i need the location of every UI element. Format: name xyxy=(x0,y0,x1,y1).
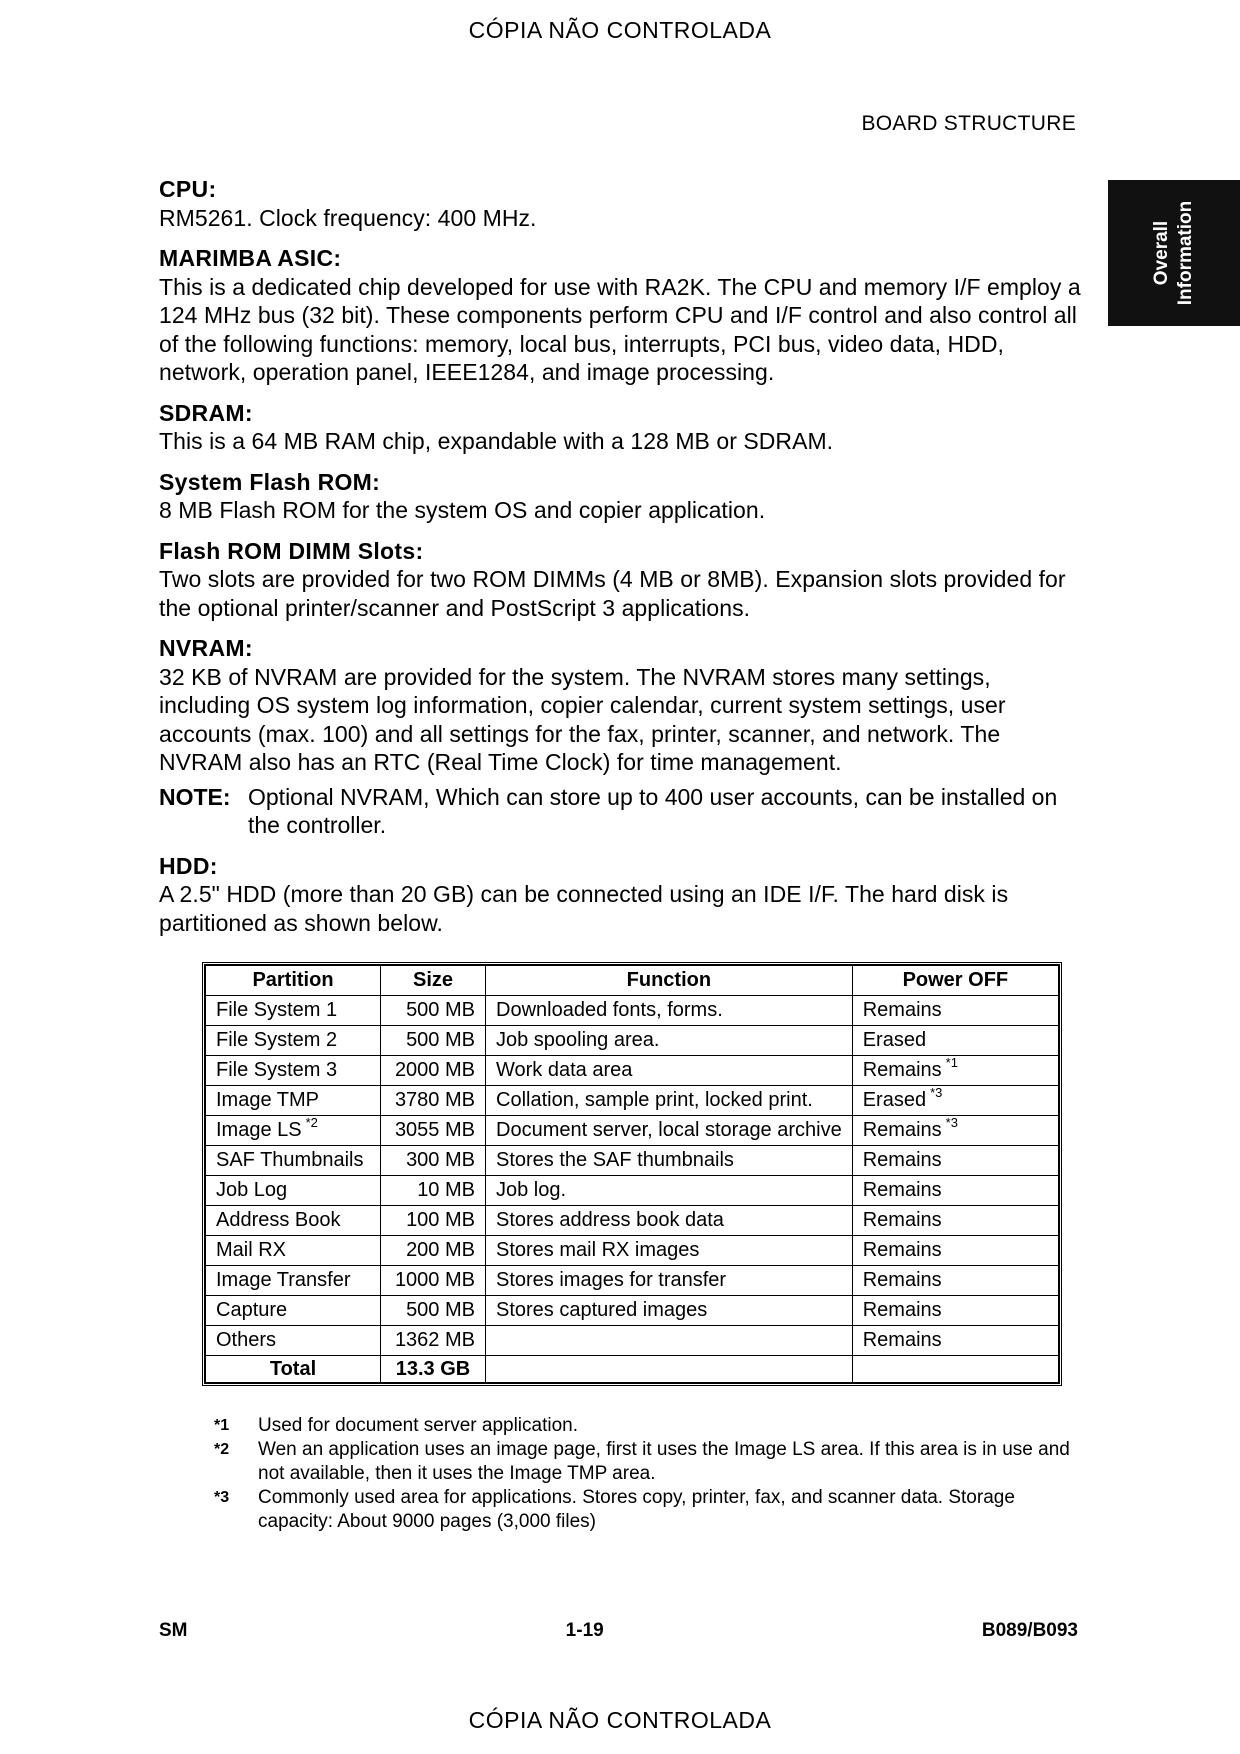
section-cpu xyxy=(159,175,1084,232)
cell-power-off: Remains xyxy=(852,1206,1058,1236)
cell-partition: Address Book xyxy=(206,1206,381,1236)
header-size: Size xyxy=(381,966,486,996)
cell-partition: Image TMP xyxy=(206,1086,381,1116)
footnote-ref: *1 xyxy=(945,1055,958,1070)
footer-manual-code: SM xyxy=(159,1620,188,1641)
cell-size: 500 MB xyxy=(381,1026,486,1056)
footnote-ref: *3 xyxy=(930,1085,943,1100)
table-row xyxy=(206,1266,1059,1296)
footnote-ref: *2 xyxy=(305,1115,318,1130)
cell-partition: File System 3 xyxy=(206,1056,381,1086)
table-row xyxy=(206,1176,1059,1206)
cell-function: Job log. xyxy=(486,1176,853,1206)
footnotes xyxy=(214,1414,1094,1534)
table-row xyxy=(206,1086,1059,1116)
header-partition: Partition xyxy=(206,966,381,996)
cell-function: Stores captured images xyxy=(486,1296,853,1326)
section-body: This is a 64 MB RAM chip, expandable with a 128 MB or SDRAM. xyxy=(159,428,834,454)
partition-value: Image LS xyxy=(216,1119,302,1141)
main-content xyxy=(159,175,1084,949)
section-body: Two slots are provided for two ROM DIMMs (4 MB or 8MB). Expansion slots provided for the optional printer/scanner and PostScript 3 applications. xyxy=(159,566,1066,621)
section-title: SDRAM: xyxy=(159,399,253,426)
cell-function: Job spooling area. xyxy=(486,1026,853,1056)
watermark-top: CÓPIA NÃO CONTROLADA xyxy=(468,17,772,43)
footnote-mark: *1 xyxy=(214,1417,230,1434)
cell-power-off: Erased xyxy=(852,1026,1058,1056)
power-off-value: Remains xyxy=(862,1119,942,1141)
footnote-mark: *2 xyxy=(214,1441,230,1458)
power-off-value: Remains xyxy=(862,1059,942,1081)
note-text: Optional NVRAM, Which can store up to 400 user accounts, can be installed on the controller. xyxy=(248,783,1058,838)
note-label: NOTE: xyxy=(159,783,231,810)
cell-size: 10 MB xyxy=(381,1176,486,1206)
section-hdd xyxy=(159,852,1084,938)
table-total-row xyxy=(206,1356,1059,1383)
table-row xyxy=(206,1296,1059,1326)
section-system-flash-rom xyxy=(159,468,1084,525)
section-side-tab xyxy=(1108,180,1240,326)
header-power-off: Power OFF xyxy=(852,966,1058,996)
cell-function: Collation, sample print, locked print. xyxy=(486,1086,853,1116)
partition-table-frame xyxy=(202,962,1062,1386)
cell-power-off xyxy=(852,1086,1058,1116)
cell-function: Stores mail RX images xyxy=(486,1236,853,1266)
cell-power-off: Remains xyxy=(852,1296,1058,1326)
cell-size: 500 MB xyxy=(381,1296,486,1326)
section-title: NVRAM: xyxy=(159,635,253,661)
footer-page-number: 1-19 xyxy=(565,1620,604,1641)
table-row xyxy=(206,1326,1059,1356)
footnote-item xyxy=(214,1414,1094,1438)
cell-function: Downloaded fonts, forms. xyxy=(486,996,853,1026)
section-sdram xyxy=(159,399,1084,456)
table-row xyxy=(206,996,1059,1026)
section-title: Flash ROM DIMM Slots: xyxy=(159,537,424,564)
cell-partition: Image Transfer xyxy=(206,1266,381,1296)
cell-function: Document server, local storage archive xyxy=(486,1116,853,1146)
section-body: A 2.5" HDD (more than 20 GB) can be connected using an IDE I/F. The hard disk is partitioned as shown below. xyxy=(159,881,1009,936)
cell-power-off: Remains xyxy=(852,1146,1058,1176)
table-row xyxy=(206,1116,1059,1146)
nvram-note xyxy=(159,783,1084,840)
cell-size: 500 MB xyxy=(381,996,486,1026)
section-title: HDD: xyxy=(159,852,218,879)
table-header-row xyxy=(206,966,1059,996)
cell-partition: Job Log xyxy=(206,1176,381,1206)
cell-function xyxy=(486,1326,853,1356)
section-title: System Flash ROM: xyxy=(159,468,381,495)
footnote-item xyxy=(214,1438,1094,1486)
footnote-text: Commonly used area for applications. Stores copy, printer, fax, and scanner data. Storage capacity: About 9000 pages (3,000 files) xyxy=(258,1487,1015,1532)
section-title: CPU: xyxy=(159,176,217,202)
table-row xyxy=(206,1026,1059,1056)
table-row xyxy=(206,1146,1059,1176)
section-body: RM5261. Clock frequency: 400 MHz. xyxy=(159,204,537,231)
cell-power-off xyxy=(852,1116,1058,1146)
cell-partition xyxy=(206,1116,381,1146)
cell-partition: SAF Thumbnails xyxy=(206,1146,381,1176)
cell-size: 100 MB xyxy=(381,1206,486,1236)
table-row xyxy=(206,1056,1059,1086)
cell-power-off: Remains xyxy=(852,1236,1058,1266)
cell-size: 300 MB xyxy=(381,1146,486,1176)
cell-function: Stores address book data xyxy=(486,1206,853,1236)
section-marimba-asic xyxy=(159,244,1084,387)
section-body: 8 MB Flash ROM for the system OS and copier application. xyxy=(159,497,766,523)
total-size: 13.3 GB xyxy=(381,1356,486,1383)
side-tab-line1: Overall xyxy=(1151,220,1172,286)
footnote-item xyxy=(214,1486,1094,1534)
total-power-empty xyxy=(852,1356,1058,1383)
running-header: BOARD STRUCTURE xyxy=(861,112,1076,135)
cell-power-off: Remains xyxy=(852,1266,1058,1296)
cell-function: Stores images for transfer xyxy=(486,1266,853,1296)
section-flash-rom-dimm-slots xyxy=(159,537,1084,623)
cell-size: 3055 MB xyxy=(381,1116,486,1146)
cell-size: 1000 MB xyxy=(381,1266,486,1296)
cell-power-off: Remains xyxy=(852,996,1058,1026)
section-title: MARIMBA ASIC: xyxy=(159,245,342,271)
power-off-value: Erased xyxy=(862,1089,927,1111)
cell-size: 3780 MB xyxy=(381,1086,486,1116)
section-body: 32 KB of NVRAM are provided for the system. The NVRAM stores many settings, including OS system log information, copier calendar, current system settings, user accounts (max. 100) and all settings for the fax, printer, scanner, and network. The NVRAM also has an RTC (Real Time Clock) for time management. xyxy=(159,663,1006,775)
cell-size: 200 MB xyxy=(381,1236,486,1266)
header-function: Function xyxy=(486,966,853,996)
partition-table xyxy=(205,965,1059,1383)
footnote-mark: *3 xyxy=(214,1489,230,1506)
footnote-ref: *3 xyxy=(945,1115,958,1130)
footnote-text: Used for document server application. xyxy=(258,1415,578,1436)
table-row xyxy=(206,1206,1059,1236)
table-body xyxy=(206,996,1059,1383)
side-tab-label xyxy=(1150,201,1198,306)
total-label: Total xyxy=(206,1356,381,1383)
footer-model-numbers: B089/B093 xyxy=(981,1620,1078,1641)
watermark-bottom: CÓPIA NÃO CONTROLADA xyxy=(468,1707,772,1733)
page-footer xyxy=(159,1620,1078,1642)
cell-partition: Others xyxy=(206,1326,381,1356)
side-tab-line2: Information xyxy=(1175,200,1196,306)
cell-function: Stores the SAF thumbnails xyxy=(486,1146,853,1176)
total-function-empty xyxy=(486,1356,853,1383)
cell-size: 1362 MB xyxy=(381,1326,486,1356)
table-row xyxy=(206,1236,1059,1266)
cell-power-off xyxy=(852,1056,1058,1086)
cell-partition: File System 2 xyxy=(206,1026,381,1056)
footnote-text: Wen an application uses an image page, first it uses the Image LS area. If this area is in use and not available, then it uses the Image TMP area. xyxy=(258,1439,1070,1484)
cell-power-off: Remains xyxy=(852,1176,1058,1206)
section-nvram xyxy=(159,634,1084,777)
cell-partition: Mail RX xyxy=(206,1236,381,1266)
cell-size: 2000 MB xyxy=(381,1056,486,1086)
cell-partition: File System 1 xyxy=(206,996,381,1026)
cell-power-off: Remains xyxy=(852,1326,1058,1356)
section-body: This is a dedicated chip developed for use with RA2K. The CPU and memory I/F employ a 124 MHz bus (32 bit). These components perform CPU and I/F control and also control all of the following functions: memory, local bus, interrupts, PCI bus, video data, HDD, network, operation panel, IEEE1284, and image processing. xyxy=(159,273,1081,385)
cell-function: Work data area xyxy=(486,1056,853,1086)
cell-partition: Capture xyxy=(206,1296,381,1326)
